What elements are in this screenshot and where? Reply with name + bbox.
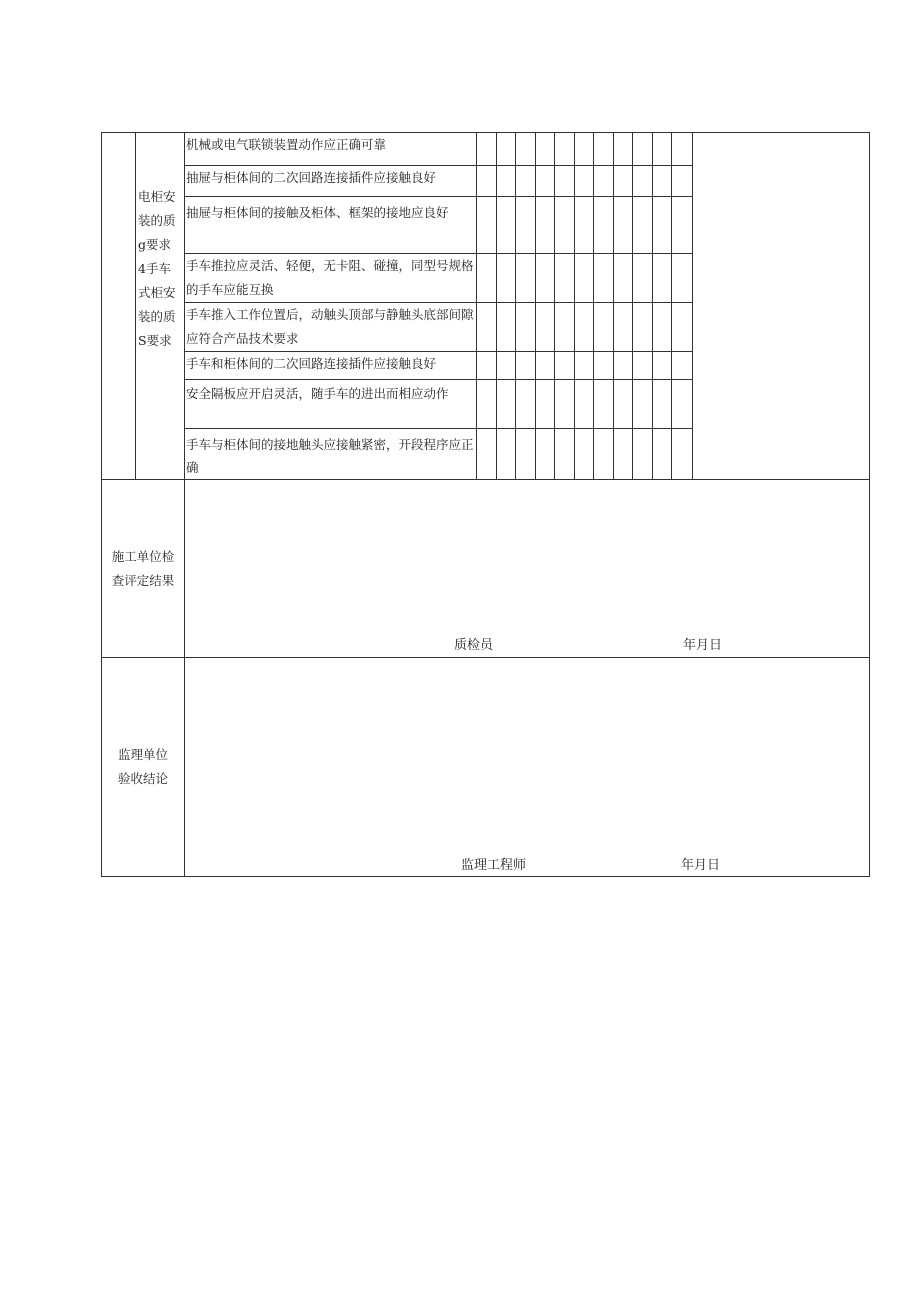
check-cell[interactable] — [555, 380, 575, 429]
check-cell[interactable] — [477, 352, 497, 380]
check-cell[interactable] — [672, 254, 693, 303]
item-text: 安全隔板应开启灵活，随手车的进出而相应动作 — [185, 380, 477, 429]
check-cell[interactable] — [594, 197, 614, 254]
check-cell[interactable] — [594, 303, 614, 352]
group-label-line: 4手车 — [138, 261, 171, 276]
check-cell[interactable] — [594, 166, 614, 197]
check-cell[interactable] — [555, 166, 575, 197]
check-cell[interactable] — [653, 352, 672, 380]
check-cell[interactable] — [653, 429, 672, 480]
supervision-label-line: 监理单位 — [117, 747, 168, 762]
check-cell[interactable] — [516, 352, 536, 380]
check-cell[interactable] — [536, 380, 555, 429]
check-cell[interactable] — [594, 429, 614, 480]
check-cell[interactable] — [477, 429, 497, 480]
item-text: 抽屉与柜体间的二次回路连接插件应接触良好 — [185, 166, 477, 197]
check-cell[interactable] — [477, 166, 497, 197]
check-cell[interactable] — [653, 303, 672, 352]
check-cell[interactable] — [653, 133, 672, 166]
group-label-cell — [136, 133, 185, 480]
check-cell[interactable] — [497, 254, 516, 303]
check-cell[interactable] — [633, 254, 653, 303]
check-cell[interactable] — [477, 197, 497, 254]
check-cell[interactable] — [555, 352, 575, 380]
check-cell[interactable] — [614, 166, 633, 197]
check-cell[interactable] — [633, 197, 653, 254]
check-cell[interactable] — [614, 429, 633, 480]
check-cell[interactable] — [672, 380, 693, 429]
check-cell[interactable] — [575, 254, 594, 303]
check-cell[interactable] — [633, 166, 653, 197]
check-cell[interactable] — [516, 197, 536, 254]
check-cell[interactable] — [633, 429, 653, 480]
check-cell[interactable] — [536, 254, 555, 303]
check-cell[interactable] — [594, 254, 614, 303]
check-cell[interactable] — [477, 303, 497, 352]
check-cell[interactable] — [575, 352, 594, 380]
check-cell[interactable] — [536, 429, 555, 480]
group-label-line: S要求 — [138, 333, 172, 348]
check-cell[interactable] — [555, 429, 575, 480]
check-cell[interactable] — [536, 166, 555, 197]
check-cell[interactable] — [672, 352, 693, 380]
item-text: 机械或电气联锁装置动作应正确可靠 — [185, 133, 477, 166]
check-cell[interactable] — [672, 133, 693, 166]
check-cell[interactable] — [497, 303, 516, 352]
item-text: 手车推拉应灵活、轻便，无卡阻、碰撞，同型号规格的手车应能互换 — [185, 254, 477, 303]
group-label-line: 装的质 — [138, 309, 176, 324]
check-cell[interactable] — [575, 380, 594, 429]
check-cell[interactable] — [516, 133, 536, 166]
check-cell[interactable] — [614, 380, 633, 429]
check-cell[interactable] — [614, 197, 633, 254]
group-label-line: 电柜安 — [138, 189, 176, 204]
check-cell[interactable] — [672, 303, 693, 352]
check-cell[interactable] — [614, 303, 633, 352]
item-text: 手车和柜体间的二次回路连接插件应接触良好 — [185, 352, 477, 380]
check-cell[interactable] — [614, 254, 633, 303]
check-cell[interactable] — [575, 197, 594, 254]
check-cell[interactable] — [672, 197, 693, 254]
check-cell[interactable] — [633, 352, 653, 380]
construction-label-line: 施工单位检 — [111, 548, 175, 564]
check-cell[interactable] — [555, 197, 575, 254]
item-text: 手车与柜体间的接地触头应接触紧密，开段程序应正确 — [185, 429, 477, 480]
check-cell[interactable] — [477, 380, 497, 429]
check-cell[interactable] — [594, 380, 614, 429]
check-cell[interactable] — [614, 133, 633, 166]
check-cell[interactable] — [477, 254, 497, 303]
check-cell[interactable] — [653, 197, 672, 254]
check-cell[interactable] — [497, 166, 516, 197]
check-cell[interactable] — [477, 133, 497, 166]
outer-blank-cell — [102, 133, 136, 480]
check-cell[interactable] — [633, 303, 653, 352]
check-cell[interactable] — [594, 133, 614, 166]
check-cell[interactable] — [575, 303, 594, 352]
check-cell[interactable] — [497, 429, 516, 480]
check-cell[interactable] — [516, 303, 536, 352]
check-cell[interactable] — [633, 380, 653, 429]
check-cell[interactable] — [653, 380, 672, 429]
check-cell[interactable] — [672, 429, 693, 480]
check-cell[interactable] — [555, 133, 575, 166]
check-cell[interactable] — [575, 166, 594, 197]
construction-date-label: 年月日 — [683, 638, 723, 653]
supervision-label-line: 验收结论 — [117, 771, 168, 786]
check-cell[interactable] — [497, 352, 516, 380]
check-cell[interactable] — [653, 254, 672, 303]
item-text: 手车推入工作位置后，动触头顶部与静触头底部间隙应符合产品技术要求 — [185, 303, 477, 352]
check-cell[interactable] — [536, 197, 555, 254]
item-text: 抽屉与柜体间的接触及柜体、框架的接地应良好 — [185, 197, 477, 254]
check-cell[interactable] — [633, 133, 653, 166]
remarks-cell[interactable] — [693, 133, 870, 480]
check-cell[interactable] — [516, 380, 536, 429]
check-cell[interactable] — [575, 429, 594, 480]
engineer-label: 监理工程师 — [461, 858, 527, 873]
check-cell[interactable] — [516, 166, 536, 197]
supervision-conclusion-area[interactable] — [185, 658, 870, 877]
construction-label-line: 查评定结果 — [111, 572, 175, 588]
check-cell[interactable] — [575, 133, 594, 166]
check-cell[interactable] — [516, 254, 536, 303]
group-label-line: g要求 — [138, 237, 172, 252]
check-cell[interactable] — [614, 352, 633, 380]
table-row — [102, 133, 870, 166]
check-cell[interactable] — [672, 166, 693, 197]
check-cell[interactable] — [536, 303, 555, 352]
construction-section — [102, 480, 870, 658]
construction-label — [102, 480, 185, 658]
check-cell[interactable] — [555, 254, 575, 303]
check-cell[interactable] — [594, 352, 614, 380]
group-label-line: 装的质 — [138, 213, 176, 228]
supervision-section — [102, 658, 870, 877]
check-cell[interactable] — [497, 133, 516, 166]
supervision-date-label: 年月日 — [681, 858, 721, 873]
check-cell[interactable] — [536, 352, 555, 380]
check-cell[interactable] — [536, 133, 555, 166]
check-cell[interactable] — [653, 166, 672, 197]
inspection-form-table — [101, 132, 870, 877]
check-cell[interactable] — [555, 303, 575, 352]
construction-result-area[interactable] — [185, 480, 870, 658]
supervision-label — [102, 658, 185, 877]
group-label-line: 式柜安 — [138, 285, 176, 300]
check-cell[interactable] — [497, 380, 516, 429]
check-cell[interactable] — [497, 197, 516, 254]
inspector-label: 质检员 — [454, 638, 494, 653]
check-cell[interactable] — [516, 429, 536, 480]
